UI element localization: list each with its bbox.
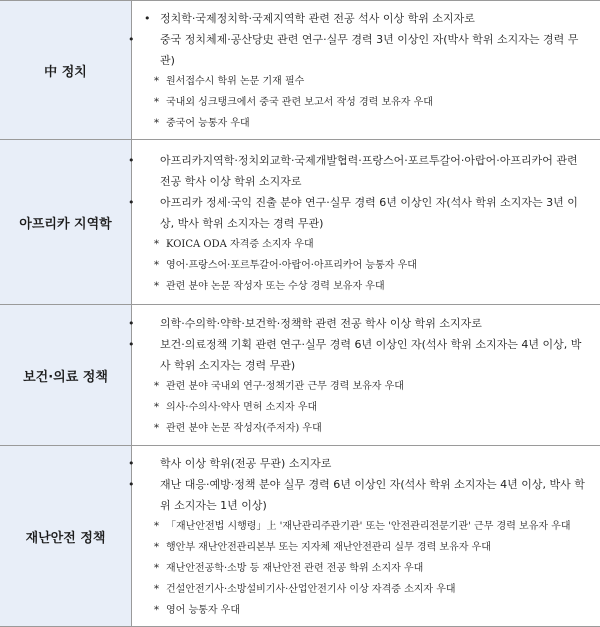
- bullet-icon: •: [144, 474, 160, 495]
- asterisk-icon: *: [154, 92, 166, 113]
- bullet-icon: •: [144, 8, 160, 29]
- preference-line: * 의사·수의사·약사 면허 소지자 우대: [144, 397, 586, 418]
- bullet-line: • 재난 대응·예방·정책 분야 실무 경력 6년 이상인 자(석사 학위 소지자는 4년 이상, 박사 학위 소지자는 1년 이상): [144, 474, 586, 516]
- row-content: [132, 305, 600, 446]
- bullet-icon: •: [144, 334, 160, 355]
- bullet-line: • 정치학·국제정치학·국제지역학 관련 전공 석사 이상 학위 소지자로: [144, 8, 586, 29]
- asterisk-icon: *: [154, 600, 166, 621]
- preference-line: * 행안부 재난안전관리본부 또는 지자체 재난안전관리 실무 경력 보유자 우대: [144, 537, 586, 558]
- table-row: [0, 140, 600, 305]
- preference-line: * 원서접수시 학위 논문 기재 필수: [144, 71, 586, 92]
- bullet-line: • 아프리카 정세·국익 진출 분야 연구·실무 경력 6년 이상인 자(석사 학위 소지자는 3년 이상, 박사 학위 소지자는 경력 무관): [144, 192, 586, 234]
- row-content: [132, 1, 600, 140]
- preference-line: * 영어·프랑스어·포르투갈어·아랍어·아프리카어 능통자 우대: [144, 255, 586, 276]
- asterisk-icon: *: [154, 234, 166, 255]
- row-content: [132, 140, 600, 305]
- bullet-icon: •: [144, 150, 160, 171]
- asterisk-icon: *: [154, 558, 166, 579]
- preference-line: * 재난안전공학·소방 등 재난안전 관련 전공 학위 소지자 우대: [144, 558, 586, 579]
- row-content: [132, 446, 600, 627]
- asterisk-icon: *: [154, 376, 166, 397]
- asterisk-icon: *: [154, 255, 166, 276]
- bullet-line: • 학사 이상 학위(전공 무관) 소지자로: [144, 453, 586, 474]
- row-label: 재난안전 정책: [0, 446, 132, 627]
- table-row: [0, 446, 600, 627]
- preference-line: * KOICA ODA 자격증 소지자 우대: [144, 234, 586, 255]
- row-label: 보건·의료 정책: [0, 305, 132, 446]
- table-row: [0, 1, 600, 140]
- preference-line: * 중국어 능통자 우대: [144, 113, 586, 134]
- preference-line: * 관련 분야 논문 작성자(주저자) 우대: [144, 418, 586, 439]
- bullet-line: • 의학·수의학·약학·보건학·정책학 관련 전공 학사 이상 학위 소지자로: [144, 313, 586, 334]
- preference-line: * 영어 능통자 우대: [144, 600, 586, 621]
- bullet-icon: •: [144, 29, 160, 50]
- bullet-icon: •: [144, 313, 160, 334]
- preference-line: * 관련 분야 국내외 연구·정책기관 근무 경력 보유자 우대: [144, 376, 586, 397]
- bullet-line: • 보건·의료정책 기획 관련 연구·실무 경력 6년 이상인 자(석사 학위 소지자는 4년 이상, 박사 학위 소지자는 경력 무관): [144, 334, 586, 376]
- preference-line: * 「재난안전법 시행령」上 '재난관리주관기관' 또는 '안전관리전문기관' 근무 경력 보유자 우대: [144, 516, 586, 537]
- preference-line: * 국내외 싱크탱크에서 중국 관련 보고서 작성 경력 보유자 우대: [144, 92, 586, 113]
- asterisk-icon: *: [154, 537, 166, 558]
- asterisk-icon: *: [154, 579, 166, 600]
- asterisk-icon: *: [154, 397, 166, 418]
- bullet-line: • 아프리카지역학·정치외교학·국제개발협력·프랑스어·포르투갈어·아랍어·아프리카어 관련 전공 학사 이상 학위 소지자로: [144, 150, 586, 192]
- asterisk-icon: *: [154, 71, 166, 92]
- asterisk-icon: *: [154, 516, 166, 537]
- preference-line: * 관련 분야 논문 작성자 또는 수상 경력 보유자 우대: [144, 276, 586, 297]
- bullet-icon: •: [144, 192, 160, 213]
- preference-line: * 건설안전기사·소방설비기사·산업안전기사 이상 자격증 소지자 우대: [144, 579, 586, 600]
- row-label: 아프리카 지역학: [0, 140, 132, 305]
- bullet-icon: •: [144, 453, 160, 474]
- asterisk-icon: *: [154, 113, 166, 134]
- table-row: [0, 305, 600, 446]
- bullet-line: • 중국 정치체제·공산당史 관련 연구·실무 경력 3년 이상인 자(박사 학위 소지자는 경력 무관): [144, 29, 586, 71]
- asterisk-icon: *: [154, 276, 166, 297]
- row-label: 中 정치: [0, 1, 132, 140]
- asterisk-icon: *: [154, 418, 166, 439]
